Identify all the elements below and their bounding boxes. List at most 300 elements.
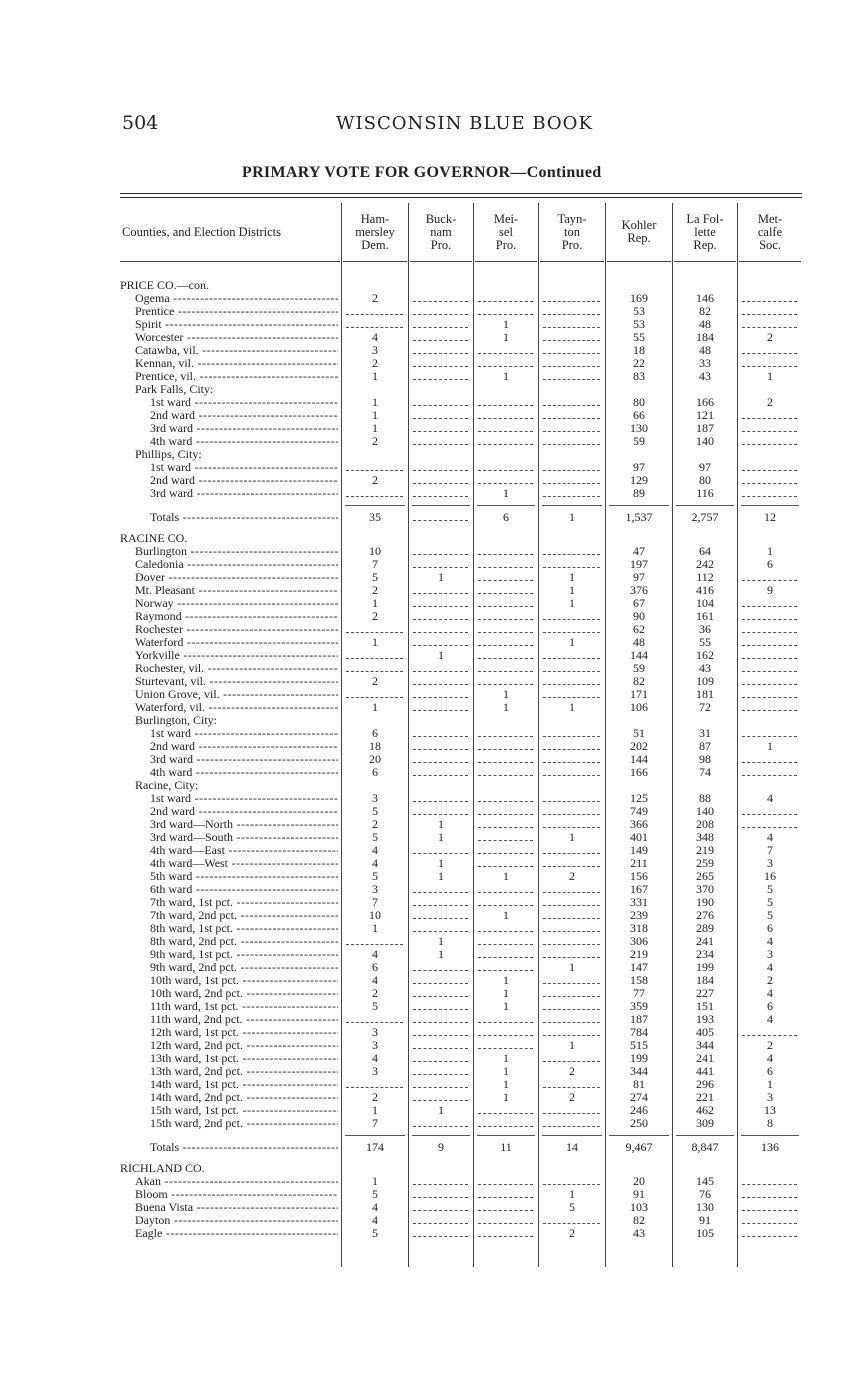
empty-cell-dash xyxy=(543,418,600,419)
empty-cell-dash xyxy=(413,1074,468,1075)
empty-cell-dash xyxy=(543,983,600,984)
empty-cell-dash xyxy=(543,314,600,315)
vote-cell-lafollette: 276 xyxy=(696,908,714,922)
vote-cell-lafollette: 2,757 xyxy=(691,510,719,524)
vote-cell-lafollette: 140 xyxy=(696,434,714,448)
empty-cell-dash xyxy=(478,658,533,659)
district-name: 3rd ward ----- xyxy=(150,753,338,766)
header-underline xyxy=(739,261,801,262)
vote-cell-taynton: 1 xyxy=(569,960,575,974)
vote-cell-metcalfe: 12 xyxy=(764,510,776,524)
empty-cell-dash xyxy=(413,905,468,906)
vote-cell-kohler: 82 xyxy=(633,1213,645,1227)
empty-cell-dash xyxy=(543,996,600,997)
table-title: PRIMARY VOTE FOR GOVERNOR—Continued xyxy=(242,164,602,181)
district-name: 12th ward, 2nd pct. ----- xyxy=(150,1039,338,1052)
vote-cell-hammersley: 2 xyxy=(372,583,378,597)
table-row xyxy=(0,545,859,558)
vote-cell-lafollette: 199 xyxy=(696,960,714,974)
vote-cell-kohler: 359 xyxy=(630,999,648,1013)
vote-cell-lafollette: 309 xyxy=(696,1116,714,1130)
vote-cell-metcalfe: 5 xyxy=(767,895,773,909)
vote-cell-metcalfe: 1 xyxy=(767,544,773,558)
vote-cell-kohler: 344 xyxy=(630,1064,648,1078)
empty-cell-dash xyxy=(413,619,468,620)
empty-cell-dash xyxy=(742,606,797,607)
totals-rule xyxy=(609,1135,669,1136)
vote-cell-meisel: 1 xyxy=(503,869,509,883)
vote-cell-taynton: 5 xyxy=(569,1200,575,1214)
vote-cell-lafollette: 181 xyxy=(696,687,714,701)
table-row xyxy=(0,818,859,831)
district-name: 10th ward, 1st pct. ----- xyxy=(150,974,338,987)
district-name: 11th ward, 2nd pct. ----- xyxy=(150,1013,338,1026)
district-name: 11th ward, 1st pct. ----- xyxy=(150,1000,338,1013)
empty-cell-dash xyxy=(543,697,600,698)
empty-cell-dash xyxy=(413,1061,468,1062)
vote-cell-metcalfe: 4 xyxy=(767,1051,773,1065)
vote-cell-taynton: 1 xyxy=(569,596,575,610)
empty-cell-dash xyxy=(543,379,600,380)
vote-cell-lafollette: 36 xyxy=(699,622,711,636)
vote-cell-bucknam: 1 xyxy=(438,947,444,961)
district-name: Rochester ----- xyxy=(135,623,338,636)
vote-cell-kohler: 144 xyxy=(630,752,648,766)
district-name: Burlington, City: xyxy=(135,714,218,727)
empty-cell-dash xyxy=(543,619,600,620)
table-row xyxy=(0,844,859,857)
empty-cell-dash xyxy=(413,1210,468,1211)
empty-cell-dash xyxy=(413,775,468,776)
vote-cell-kohler: 1,537 xyxy=(625,510,653,524)
table-row xyxy=(0,701,859,714)
vote-cell-kohler: 318 xyxy=(630,921,648,935)
table-row xyxy=(0,1175,859,1188)
empty-cell-dash xyxy=(413,1236,468,1237)
empty-cell-dash xyxy=(543,353,600,354)
vote-cell-lafollette: 105 xyxy=(696,1226,714,1240)
vote-cell-kohler: 20 xyxy=(633,1174,645,1188)
vote-cell-kohler: 18 xyxy=(633,343,645,357)
vote-cell-metcalfe: 4 xyxy=(767,934,773,948)
table-row xyxy=(0,1039,859,1052)
vote-cell-lafollette: 80 xyxy=(699,473,711,487)
table-row xyxy=(0,909,859,922)
table-row xyxy=(0,974,859,987)
table-row xyxy=(0,1000,859,1013)
vote-cell-metcalfe: 6 xyxy=(767,921,773,935)
empty-cell-dash xyxy=(742,814,797,815)
empty-cell-dash xyxy=(478,470,533,471)
table-row xyxy=(0,383,859,396)
district-name: Dover ----- xyxy=(135,571,338,584)
vote-cell-hammersley: 5 xyxy=(372,1187,378,1201)
empty-cell-dash xyxy=(543,1223,600,1224)
table-row xyxy=(0,597,859,610)
vote-cell-metcalfe: 6 xyxy=(767,557,773,571)
vote-cell-lafollette: 259 xyxy=(696,856,714,870)
vote-cell-hammersley: 7 xyxy=(372,895,378,909)
totals-rule xyxy=(477,505,535,506)
vote-cell-hammersley: 6 xyxy=(372,960,378,974)
empty-cell-dash xyxy=(346,327,403,328)
vote-cell-lafollette: 187 xyxy=(696,421,714,435)
vote-cell-hammersley: 4 xyxy=(372,1213,378,1227)
vote-cell-hammersley: 1 xyxy=(372,408,378,422)
vote-cell-taynton: 2 xyxy=(569,1064,575,1078)
district-name: 1st ward ----- xyxy=(150,727,338,740)
vote-cell-lafollette: 43 xyxy=(699,661,711,675)
vote-cell-lafollette: 296 xyxy=(696,1077,714,1091)
vote-cell-kohler: 53 xyxy=(633,317,645,331)
vote-cell-bucknam: 1 xyxy=(438,856,444,870)
vote-cell-hammersley: 1 xyxy=(372,596,378,610)
district-name: Mt. Pleasant ----- xyxy=(135,584,338,597)
district-name: Norway ----- xyxy=(135,597,338,610)
empty-cell-dash xyxy=(413,736,468,737)
empty-cell-dash xyxy=(478,801,533,802)
totals-rule xyxy=(741,1135,799,1136)
vote-cell-kohler: 147 xyxy=(630,960,648,974)
vote-cell-taynton: 2 xyxy=(569,869,575,883)
table-row xyxy=(0,318,859,331)
empty-cell-dash xyxy=(478,301,533,302)
vote-cell-lafollette: 344 xyxy=(696,1038,714,1052)
table-row xyxy=(0,448,859,461)
empty-cell-dash xyxy=(413,996,468,997)
totals-rule xyxy=(676,505,734,506)
vote-cell-hammersley: 10 xyxy=(369,544,381,558)
empty-cell-dash xyxy=(543,736,600,737)
vote-cell-lafollette: 241 xyxy=(696,934,714,948)
empty-cell-dash xyxy=(413,1184,468,1185)
table-row xyxy=(0,409,859,422)
vote-cell-metcalfe: 8 xyxy=(767,1116,773,1130)
column-header-kohler: Kohler Rep. xyxy=(621,218,657,245)
table-row xyxy=(0,714,859,727)
empty-cell-dash xyxy=(543,775,600,776)
vote-cell-hammersley: 2 xyxy=(372,986,378,1000)
empty-cell-dash xyxy=(478,931,533,932)
vote-cell-meisel: 1 xyxy=(503,1077,509,1091)
empty-cell-dash xyxy=(742,671,797,672)
vote-cell-meisel: 1 xyxy=(503,317,509,331)
vote-cell-meisel: 1 xyxy=(503,1090,509,1104)
vote-cell-lafollette: 219 xyxy=(696,843,714,857)
vote-cell-kohler: 89 xyxy=(633,486,645,500)
empty-cell-dash xyxy=(543,632,600,633)
empty-cell-dash xyxy=(543,496,600,497)
vote-cell-hammersley: 2 xyxy=(372,434,378,448)
empty-cell-dash xyxy=(478,775,533,776)
empty-cell-dash xyxy=(543,1035,600,1036)
vote-cell-hammersley: 4 xyxy=(372,1200,378,1214)
empty-cell-dash xyxy=(478,554,533,555)
vote-cell-hammersley: 1 xyxy=(372,421,378,435)
vote-cell-kohler: 81 xyxy=(633,1077,645,1091)
empty-cell-dash xyxy=(478,1236,533,1237)
vote-cell-lafollette: 116 xyxy=(696,486,714,500)
vote-cell-hammersley: 10 xyxy=(369,908,381,922)
district-name: Eagle ----- xyxy=(135,1227,338,1240)
empty-cell-dash xyxy=(543,1061,600,1062)
district-name: Sturtevant, vil. ----- xyxy=(135,675,338,688)
column-header-meisel: Mei- sel Pro. xyxy=(493,211,519,252)
vote-cell-taynton: 1 xyxy=(569,635,575,649)
empty-cell-dash xyxy=(413,483,468,484)
header-underline xyxy=(410,261,472,262)
vote-cell-kohler: 366 xyxy=(630,817,648,831)
empty-cell-dash xyxy=(478,593,533,594)
vote-cell-hammersley: 35 xyxy=(369,510,381,524)
table-row xyxy=(0,792,859,805)
district-name: 10th ward, 2nd pct. ----- xyxy=(150,987,338,1000)
vote-cell-kohler: 130 xyxy=(630,421,648,435)
header-underline xyxy=(475,261,537,262)
vote-cell-kohler: 166 xyxy=(630,765,648,779)
empty-cell-dash xyxy=(478,418,533,419)
empty-cell-dash xyxy=(478,905,533,906)
vote-cell-hammersley: 5 xyxy=(372,804,378,818)
vote-cell-lafollette: 193 xyxy=(696,1012,714,1026)
district-name: 5th ward ----- xyxy=(150,870,338,883)
district-name: 4th ward—West ----- xyxy=(150,857,338,870)
empty-cell-dash xyxy=(413,710,468,711)
empty-cell-dash xyxy=(413,444,468,445)
vote-cell-lafollette: 140 xyxy=(696,804,714,818)
empty-cell-dash xyxy=(478,645,533,646)
vote-cell-hammersley: 4 xyxy=(372,947,378,961)
table-row xyxy=(0,649,859,662)
vote-cell-metcalfe: 4 xyxy=(767,791,773,805)
empty-cell-dash xyxy=(478,1184,533,1185)
district-name: Bloom ----- xyxy=(135,1188,338,1201)
district-name: Prentice ----- xyxy=(135,305,338,318)
vote-cell-lafollette: 370 xyxy=(696,882,714,896)
table-row xyxy=(0,558,859,571)
vote-cell-taynton: 2 xyxy=(569,1090,575,1104)
totals-rule xyxy=(741,505,799,506)
empty-cell-dash xyxy=(742,366,797,367)
vote-cell-meisel: 11 xyxy=(500,1140,512,1154)
district-name: 2nd ward ----- xyxy=(150,474,338,487)
empty-cell-dash xyxy=(543,853,600,854)
vote-cell-kohler: 784 xyxy=(630,1025,648,1039)
vote-cell-meisel: 1 xyxy=(503,986,509,1000)
empty-cell-dash xyxy=(413,671,468,672)
empty-cell-dash xyxy=(543,1022,600,1023)
table-row xyxy=(0,896,859,909)
table-row xyxy=(0,1201,859,1214)
empty-cell-dash xyxy=(478,483,533,484)
empty-cell-dash xyxy=(413,1087,468,1088)
table-row xyxy=(0,461,859,474)
empty-cell-dash xyxy=(543,431,600,432)
table-row xyxy=(0,870,859,883)
empty-cell-dash xyxy=(543,905,600,906)
empty-cell-dash xyxy=(742,1035,797,1036)
vote-cell-kohler: 376 xyxy=(630,583,648,597)
page-number: 504 xyxy=(122,112,159,134)
vote-cell-kohler: 97 xyxy=(633,460,645,474)
district-name: Park Falls, City: xyxy=(135,383,214,396)
table-row xyxy=(0,662,859,675)
vote-cell-kohler: 9,467 xyxy=(625,1140,653,1154)
vote-cell-hammersley: 6 xyxy=(372,726,378,740)
empty-cell-dash xyxy=(543,931,600,932)
column-header-taynton: Tayn- ton Pro. xyxy=(557,211,587,252)
table-row xyxy=(0,1104,859,1117)
vote-cell-hammersley: 20 xyxy=(369,752,381,766)
table-row xyxy=(0,1052,859,1065)
empty-cell-dash xyxy=(478,1197,533,1198)
vote-cell-kohler: 149 xyxy=(630,843,648,857)
vote-cell-kohler: 22 xyxy=(633,356,645,370)
header-underline xyxy=(540,261,604,262)
district-name: Racine, City: xyxy=(135,779,199,792)
vote-cell-metcalfe: 1 xyxy=(767,1077,773,1091)
vote-cell-kohler: 239 xyxy=(630,908,648,922)
empty-cell-dash xyxy=(413,606,468,607)
table-row xyxy=(0,1078,859,1091)
empty-cell-dash xyxy=(742,1223,797,1224)
district-name: 3rd ward—North ----- xyxy=(150,818,338,831)
vote-cell-meisel: 1 xyxy=(503,687,509,701)
district-name: 4th ward ----- xyxy=(150,766,338,779)
vote-cell-bucknam: 1 xyxy=(438,830,444,844)
empty-cell-dash xyxy=(413,1126,468,1127)
empty-cell-dash xyxy=(478,944,533,945)
empty-cell-dash xyxy=(742,301,797,302)
district-name: Yorkville ----- xyxy=(135,649,338,662)
district-name: 6th ward ----- xyxy=(150,883,338,896)
empty-cell-dash xyxy=(413,593,468,594)
table-row xyxy=(0,357,859,370)
empty-cell-dash xyxy=(478,671,533,672)
vote-cell-taynton: 1 xyxy=(569,830,575,844)
district-name: RICHLAND CO. xyxy=(120,1162,205,1175)
empty-cell-dash xyxy=(413,1100,468,1101)
empty-cell-dash xyxy=(543,405,600,406)
vote-cell-kohler: 199 xyxy=(630,1051,648,1065)
table-row xyxy=(0,753,859,766)
empty-cell-dash xyxy=(413,749,468,750)
empty-cell-dash xyxy=(543,1087,600,1088)
vote-cell-kohler: 91 xyxy=(633,1187,645,1201)
vote-cell-meisel: 1 xyxy=(503,369,509,383)
vote-cell-kohler: 97 xyxy=(633,570,645,584)
vote-cell-hammersley: 1 xyxy=(372,700,378,714)
vote-cell-hammersley: 5 xyxy=(372,830,378,844)
vote-cell-hammersley: 7 xyxy=(372,1116,378,1130)
vote-cell-lafollette: 348 xyxy=(696,830,714,844)
vote-cell-kohler: 59 xyxy=(633,661,645,675)
empty-cell-dash xyxy=(413,340,468,341)
empty-cell-dash xyxy=(543,327,600,328)
vote-cell-lafollette: 121 xyxy=(696,408,714,422)
empty-cell-dash xyxy=(543,814,600,815)
empty-cell-dash xyxy=(543,470,600,471)
vote-cell-metcalfe: 9 xyxy=(767,583,773,597)
vote-cell-metcalfe: 4 xyxy=(767,986,773,1000)
vote-cell-kohler: 51 xyxy=(633,726,645,740)
district-name: 8th ward, 2nd pct. ----- xyxy=(150,935,338,948)
header-underline xyxy=(607,261,671,262)
vote-cell-metcalfe: 2 xyxy=(767,330,773,344)
vote-cell-lafollette: 190 xyxy=(696,895,714,909)
vote-cell-taynton: 1 xyxy=(569,510,575,524)
empty-cell-dash xyxy=(413,496,468,497)
empty-cell-dash xyxy=(742,496,797,497)
vote-cell-kohler: 62 xyxy=(633,622,645,636)
vote-cell-metcalfe: 7 xyxy=(767,843,773,857)
vote-cell-bucknam: 1 xyxy=(438,934,444,948)
vote-cell-lafollette: 289 xyxy=(696,921,714,935)
empty-cell-dash xyxy=(543,366,600,367)
empty-cell-dash xyxy=(543,749,600,750)
table-row xyxy=(0,474,859,487)
empty-cell-dash xyxy=(742,710,797,711)
district-name: Worcester ----- xyxy=(135,331,338,344)
vote-cell-kohler: 169 xyxy=(630,291,648,305)
vote-cell-metcalfe: 1 xyxy=(767,369,773,383)
vote-cell-kohler: 80 xyxy=(633,395,645,409)
district-name: 8th ward, 1st pct. ----- xyxy=(150,922,338,935)
vote-cell-hammersley: 2 xyxy=(372,1090,378,1104)
vote-cell-metcalfe: 4 xyxy=(767,960,773,974)
district-name: Ogema ----- xyxy=(135,292,338,305)
table-row xyxy=(0,623,859,636)
vote-cell-kohler: 66 xyxy=(633,408,645,422)
vote-cell-bucknam: 9 xyxy=(438,1140,444,1154)
vote-cell-hammersley: 174 xyxy=(366,1140,384,1154)
vote-cell-metcalfe: 2 xyxy=(767,973,773,987)
table-row xyxy=(0,305,859,318)
vote-cell-lafollette: 234 xyxy=(696,947,714,961)
column-header-hammersley: Ham- mersley Dem. xyxy=(355,211,395,252)
empty-cell-dash xyxy=(478,606,533,607)
empty-cell-dash xyxy=(346,632,403,633)
district-name: RACINE CO. xyxy=(120,532,188,545)
totals-row xyxy=(0,1141,859,1154)
empty-cell-dash xyxy=(413,892,468,893)
district-name: Waterford ----- xyxy=(135,636,338,649)
district-name: Buena Vista ----- xyxy=(135,1201,338,1214)
vote-cell-kohler: 48 xyxy=(633,635,645,649)
vote-cell-hammersley: 5 xyxy=(372,570,378,584)
totals-rule xyxy=(345,505,405,506)
vote-cell-kohler: 167 xyxy=(630,882,648,896)
district-name: 13th ward, 2nd pct. ----- xyxy=(150,1065,338,1078)
column-header-metcalfe: Met- calfe Soc. xyxy=(757,211,783,252)
empty-cell-dash xyxy=(478,866,533,867)
vote-cell-hammersley: 2 xyxy=(372,817,378,831)
district-name: Burlington ----- xyxy=(135,545,338,558)
vote-cell-bucknam: 1 xyxy=(438,817,444,831)
table-row xyxy=(0,636,859,649)
vote-cell-kohler: 331 xyxy=(630,895,648,909)
empty-cell-dash xyxy=(742,632,797,633)
empty-cell-dash xyxy=(478,1022,533,1023)
empty-cell-dash xyxy=(413,853,468,854)
district-name: Spirit ----- xyxy=(135,318,338,331)
vote-cell-hammersley: 3 xyxy=(372,1064,378,1078)
vote-cell-lafollette: 161 xyxy=(696,609,714,623)
district-name: 3rd ward ----- xyxy=(150,487,338,500)
vote-cell-kohler: 306 xyxy=(630,934,648,948)
vote-cell-kohler: 515 xyxy=(630,1038,648,1052)
vote-cell-lafollette: 76 xyxy=(699,1187,711,1201)
